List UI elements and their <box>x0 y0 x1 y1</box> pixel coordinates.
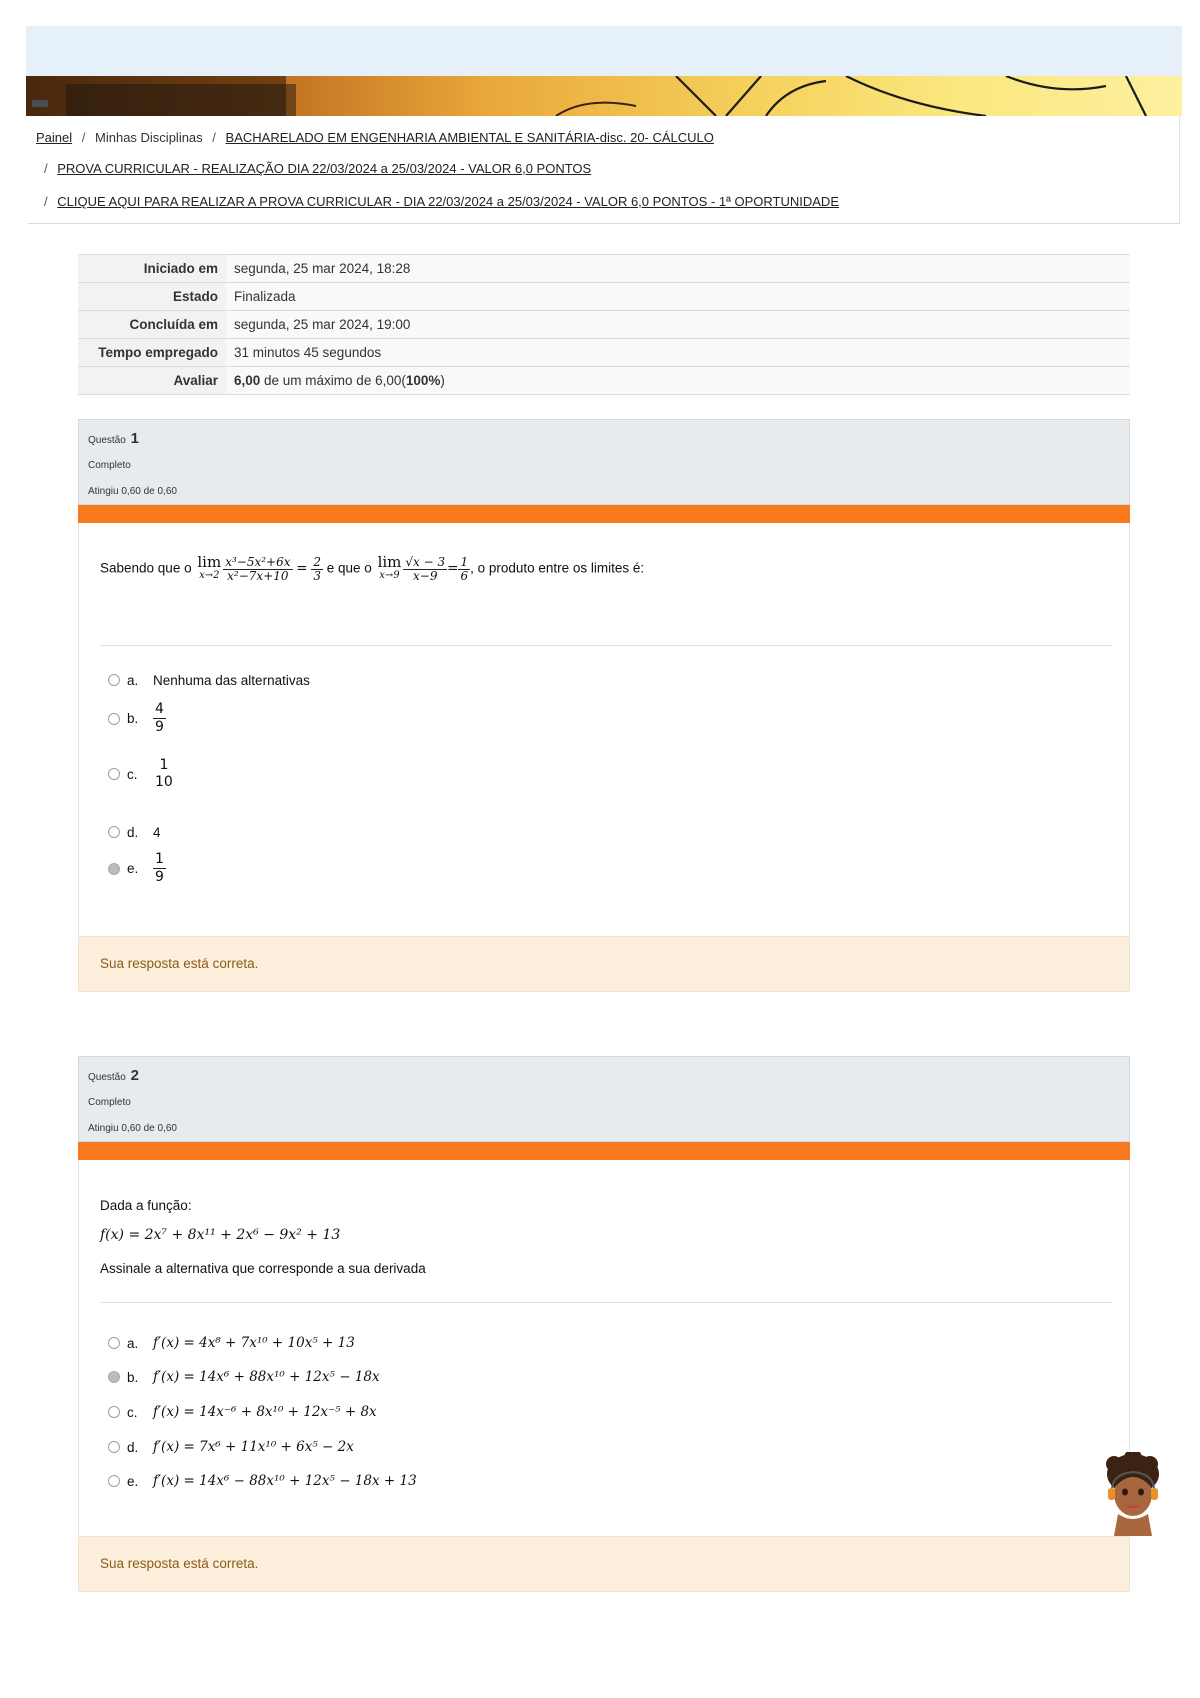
question-divider <box>100 645 1112 646</box>
question-label: Questão <box>88 435 126 446</box>
option-letter: c. <box>127 1404 138 1420</box>
radio-button-selected[interactable] <box>108 863 120 875</box>
fraction-denominator: x−9 <box>413 568 438 583</box>
question-number <box>88 1067 139 1084</box>
q2-option-b[interactable] <box>108 1369 380 1385</box>
option-fraction <box>153 757 175 791</box>
summary-label: Tempo empregado <box>78 339 226 367</box>
breadcrumb-link-course[interactable]: BACHARELADO EM ENGENHARIA AMBIENTAL E SANITÁRIA-disc. 20- CÁLCULO <box>225 130 714 145</box>
summary-value: segunda, 25 mar 2024, 19:00 <box>226 311 1130 339</box>
fraction-numerator: 1 <box>159 757 169 773</box>
breadcrumb-line-3 <box>38 194 839 209</box>
question-grade: Atingiu 0,60 de 0,60 <box>88 486 177 497</box>
fraction-denominator: 6 <box>460 568 469 583</box>
fraction-numerator: √x − 3 <box>405 554 446 569</box>
grade-text: de um máximo de 6,00( <box>260 373 406 388</box>
option-text: Nenhuma das alternativas <box>153 672 310 688</box>
question-1-bar <box>78 505 1130 523</box>
q2-option-e[interactable] <box>108 1473 417 1489</box>
option-letter: d. <box>127 824 139 840</box>
question-1-body <box>78 523 1130 937</box>
attempt-summary-table <box>78 254 1130 395</box>
course-banner-image <box>26 76 1182 116</box>
question-2-bar <box>78 1142 1130 1160</box>
q1-option-e[interactable] <box>108 851 166 886</box>
fraction-denominator: 9 <box>155 869 164 885</box>
q1-lim1 <box>197 555 221 583</box>
question-divider <box>100 1302 1112 1303</box>
option-fraction <box>153 701 166 736</box>
banner-decoration <box>26 76 1182 116</box>
summary-value: Finalizada <box>226 283 1130 311</box>
q2-intro: Dada a função: <box>100 1198 192 1213</box>
option-letter: e. <box>127 861 139 876</box>
breadcrumb-separator: / <box>81 130 86 145</box>
option-letter: c. <box>127 766 138 782</box>
q1-option-c[interactable] <box>108 757 175 791</box>
q2-option-d[interactable] <box>108 1439 354 1455</box>
lim-sub: x→2 <box>199 570 220 581</box>
option-letter: b. <box>127 1369 139 1385</box>
q2-function: f(x) = 2x⁷ + 8x¹¹ + 2x⁶ − 9x² + 13 <box>100 1227 341 1243</box>
grade-percent: 100% <box>405 373 441 388</box>
summary-row-grade <box>78 367 1130 395</box>
q1-lim2-fraction <box>403 556 447 583</box>
option-letter: e. <box>127 1473 139 1489</box>
summary-value: 31 minutos 45 segundos <box>226 339 1130 367</box>
option-text: 4 <box>153 824 161 840</box>
question-1-info <box>78 419 1130 505</box>
breadcrumb-item-minhas-disciplinas: Minhas Disciplinas <box>95 130 203 145</box>
option-letter: b. <box>127 711 139 726</box>
question-2-body <box>78 1160 1130 1540</box>
summary-label: Estado <box>78 283 226 311</box>
summary-label: Iniciado em <box>78 255 226 283</box>
fraction-numerator: 2 <box>313 554 321 569</box>
fraction-numerator: 1 <box>155 851 164 867</box>
breadcrumb-separator: / <box>44 194 48 209</box>
question-number <box>88 430 139 447</box>
feedback-text: Sua resposta está correta. <box>100 1556 259 1571</box>
option-letter: d. <box>127 1439 139 1455</box>
grade-close: ) <box>440 373 445 388</box>
summary-value: segunda, 25 mar 2024, 18:28 <box>226 255 1130 283</box>
q2-option-c[interactable] <box>108 1404 377 1420</box>
breadcrumb-separator: / <box>212 130 216 145</box>
equals-sign: = <box>296 560 308 577</box>
question-1-text <box>100 555 644 583</box>
q1-lim2-result <box>458 556 470 583</box>
assistant-avatar-icon[interactable] <box>1100 1452 1166 1536</box>
q1-text-middle: e que o <box>326 560 372 576</box>
question-state: Completo <box>88 460 131 471</box>
summary-label: Avaliar <box>78 367 226 395</box>
question-state: Completo <box>88 1097 131 1108</box>
q1-option-a[interactable] <box>108 672 310 688</box>
question-number-value: 2 <box>130 1067 139 1084</box>
question-2-info <box>78 1056 1130 1142</box>
option-text: f′(x) = 4x⁸ + 7x¹⁰ + 10x⁵ + 13 <box>153 1335 355 1352</box>
feedback-text: Sua resposta está correta. <box>100 956 259 971</box>
option-text: f′(x) = 7x⁶ + 11x¹⁰ + 6x⁵ − 2x <box>153 1439 354 1456</box>
fraction-denominator: 3 <box>313 568 321 583</box>
fraction-numerator: x³−5x²+6x <box>225 554 291 569</box>
breadcrumb-link-prova[interactable]: PROVA CURRICULAR - REALIZAÇÃO DIA 22/03/2024 a 25/03/2024 - VALOR 6,0 PONTOS <box>57 161 592 176</box>
q2-prompt: Assinale a alternativa que corresponde a sua derivada <box>100 1261 426 1276</box>
radio-button[interactable] <box>108 1337 120 1349</box>
fraction-denominator: 9 <box>155 719 164 735</box>
question-number-value: 1 <box>130 430 139 447</box>
summary-label: Concluída em <box>78 311 226 339</box>
header-band <box>26 26 1182 76</box>
radio-button[interactable] <box>108 713 120 725</box>
question-1-feedback <box>78 936 1130 992</box>
summary-grade-value <box>226 367 1130 395</box>
radio-button-selected[interactable] <box>108 1371 120 1383</box>
breadcrumb-line-2 <box>38 161 591 176</box>
lim-word: lim <box>197 553 222 571</box>
q1-lim1-fraction <box>223 556 292 583</box>
summary-row <box>78 255 1130 283</box>
option-text: f′(x) = 14x⁶ − 88x¹⁰ + 12x⁵ − 18x + 13 <box>153 1473 417 1490</box>
q1-option-d[interactable] <box>108 824 161 840</box>
radio-button[interactable] <box>108 1406 120 1418</box>
summary-row <box>78 283 1130 311</box>
fraction-numerator: 4 <box>155 701 164 717</box>
q1-text-after: , o produto entre os limites é: <box>470 560 645 576</box>
banner-toggle-handle[interactable] <box>32 100 48 107</box>
option-text: f′(x) = 14x⁶ + 88x¹⁰ + 12x⁵ − 18x <box>153 1369 380 1386</box>
option-letter: a. <box>127 1335 139 1351</box>
option-letter: a. <box>127 672 139 688</box>
fraction-denominator: 10 <box>155 774 173 790</box>
radio-button[interactable] <box>108 826 120 838</box>
radio-button[interactable] <box>108 768 120 780</box>
breadcrumb-separator: / <box>44 161 48 176</box>
summary-row <box>78 339 1130 367</box>
lim-sub: x→9 <box>379 570 400 581</box>
question-grade: Atingiu 0,60 de 0,60 <box>88 1123 177 1134</box>
q1-lim1-result <box>311 556 323 583</box>
breadcrumb-link-painel[interactable]: Painel <box>36 130 73 145</box>
grade-score: 6,00 <box>234 373 261 388</box>
breadcrumb-link-quiz[interactable]: CLIQUE AQUI PARA REALIZAR A PROVA CURRICULAR - DIA 22/03/2024 a 25/03/2024 - VALOR 6,0 PONTOS - 1ª OPORTUNIDADE <box>57 194 839 209</box>
radio-button[interactable] <box>108 1475 120 1487</box>
breadcrumb <box>28 116 1180 224</box>
summary-row <box>78 311 1130 339</box>
equals-sign: = <box>447 560 459 577</box>
q1-text-before: Sabendo que o <box>100 560 192 576</box>
option-fraction <box>153 851 166 886</box>
breadcrumb-line-1 <box>36 130 714 145</box>
radio-button[interactable] <box>108 1441 120 1453</box>
lim-word: lim <box>377 553 402 571</box>
option-text: f′(x) = 14x⁻⁶ + 8x¹⁰ + 12x⁻⁵ + 8x <box>153 1404 377 1421</box>
q1-lim2 <box>378 555 402 583</box>
fraction-denominator: x²−7x+10 <box>227 568 289 583</box>
question-label: Questão <box>88 1072 126 1083</box>
fraction-numerator: 1 <box>460 554 469 569</box>
q2-option-a[interactable] <box>108 1335 355 1351</box>
q1-option-b[interactable] <box>108 701 166 736</box>
radio-button[interactable] <box>108 674 120 686</box>
question-2-feedback <box>78 1536 1130 1592</box>
